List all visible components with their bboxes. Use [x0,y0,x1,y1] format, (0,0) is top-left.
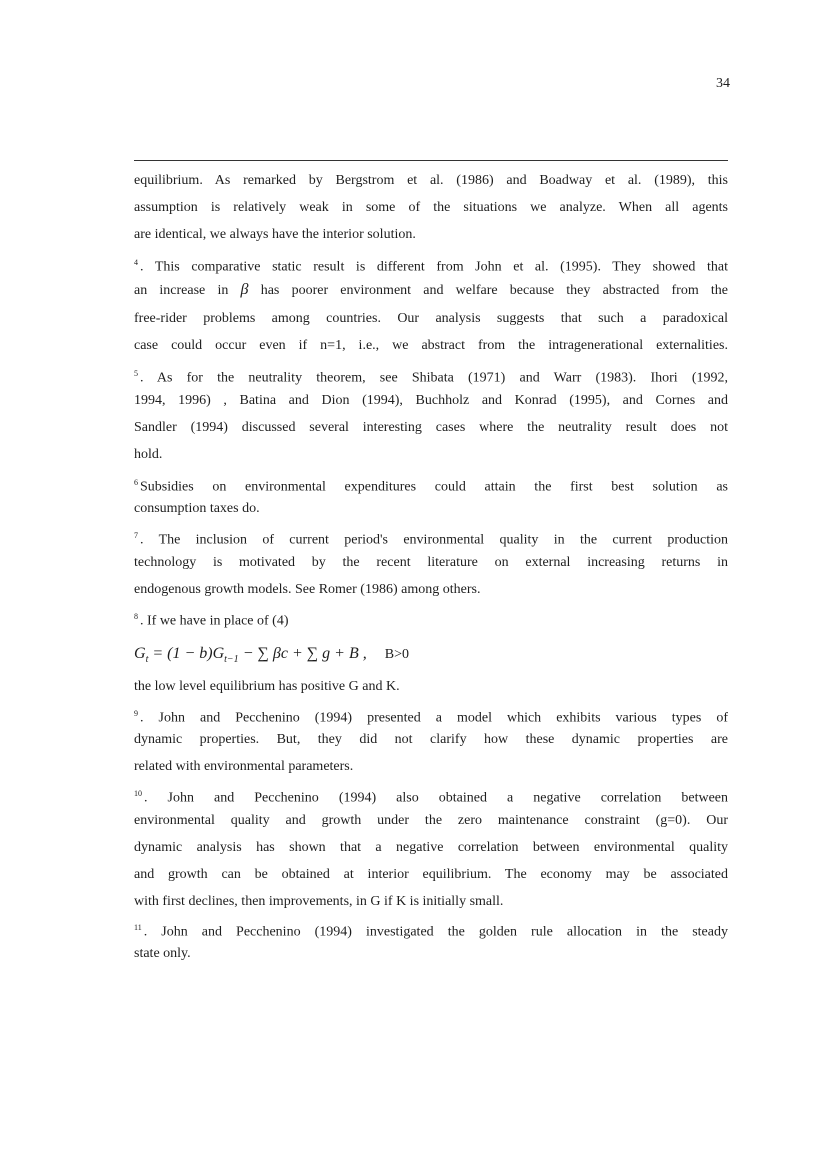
footnote-10 [134,784,728,809]
footnote-line: . If we have in place of (4) [140,613,289,629]
footnote-line: the low level equilibrium has positive G and K. [134,679,400,694]
footnote-line: dynamic analysis has shown that a negative correlation between environmental quality [134,840,728,855]
footnote-mark: 9 [134,709,138,718]
footnote-line: with first declines, then improvements, in G if K is initially small. [134,894,504,909]
footnote-mark: 4 [134,258,138,267]
footnote-line: dynamic properties. But, they did not clarify how these dynamic properties are [134,732,728,747]
footnote-mark: 11 [134,923,142,932]
footnote-line: equilibrium. As remarked by Bergstrom et al. (1986) and Boadway et al. (1989), this [134,173,728,188]
footnote-7 [134,526,728,551]
footnote-line: . This comparative static result is different from John et al. (1995). They showed that [140,259,728,275]
footnote-line: Sandler (1994) discussed several interesting cases where the neutrality result does not [134,420,728,435]
footnote-line: case could occur even if n=1, i.e., we abstract from the intragenerational externalities. [134,338,728,353]
footnote-line: consumption taxes do. [134,501,260,516]
footnote-9 [134,704,728,729]
footnote-mark: 6 [134,478,138,487]
footnote-line: . The inclusion of current period's environmental quality in the current production [140,532,728,548]
footnote-line: . As for the neutrality theorem, see Shibata (1971) and Warr (1983). Ihori (1992, [140,370,728,386]
footnote-line: hold. [134,447,163,462]
footnote-6 [134,473,728,498]
footnote-line: endogenous growth models. See Romer (1986) among others. [134,582,481,597]
footnote-text: has poorer environment and welfare because they abstracted from the [260,283,728,298]
footnote-5 [134,364,728,389]
footnote-line: are identical, we always have the interior solution. [134,227,416,242]
footnote-line: and growth can be obtained at interior equilibrium. The economy may be associated [134,867,728,882]
footnote-mark: 5 [134,369,138,378]
footnote-line [134,280,728,301]
equation-math: $G_t = (1 - b)G_{t-1}$ − ∑ βc + ∑ g + B , [134,645,367,666]
footnote-11 [134,918,728,943]
footnote-8 [134,607,728,632]
footnote-text: an increase in [134,283,229,298]
equation [134,640,728,668]
footnote-line: free-rider problems among countries. Our analysis suggests that such a paradoxical [134,311,728,326]
footnote-mark: 8 [134,612,138,621]
footnote-line: Subsidies on environmental expenditures could attain the first best solution as [140,479,728,495]
footnote-line: . John and Pecchenino (1994) presented a model which exhibits various types of [140,710,728,726]
page-number: 34 [716,76,730,91]
footnote-line: technology is motivated by the recent literature on external increasing returns in [134,555,728,570]
beta-symbol: β [240,281,249,298]
equation-condition: B>0 [384,647,409,662]
footnote-line: assumption is relatively weak in some of the situations we analyze. When all agents [134,200,728,215]
footnote-line: state only. [134,946,191,961]
footnote-line: related with environmental parameters. [134,759,354,774]
footnote-line: . John and Pecchenino (1994) investigated the golden rule allocation in the steady [143,924,728,940]
footnote-line: environmental quality and growth under the zero maintenance constraint (g=0). Our [134,813,728,828]
footnote-line: 1994, 1996) , Batina and Dion (1994), Buchholz and Konrad (1995), and Cornes and [134,393,728,408]
footnote-rule [134,160,728,161]
footnote-mark: 10 [134,789,142,798]
footnote-4 [134,253,728,278]
footnote-line: . John and Pecchenino (1994) also obtained a negative correlation between [144,790,728,806]
footnote-mark: 7 [134,531,138,540]
